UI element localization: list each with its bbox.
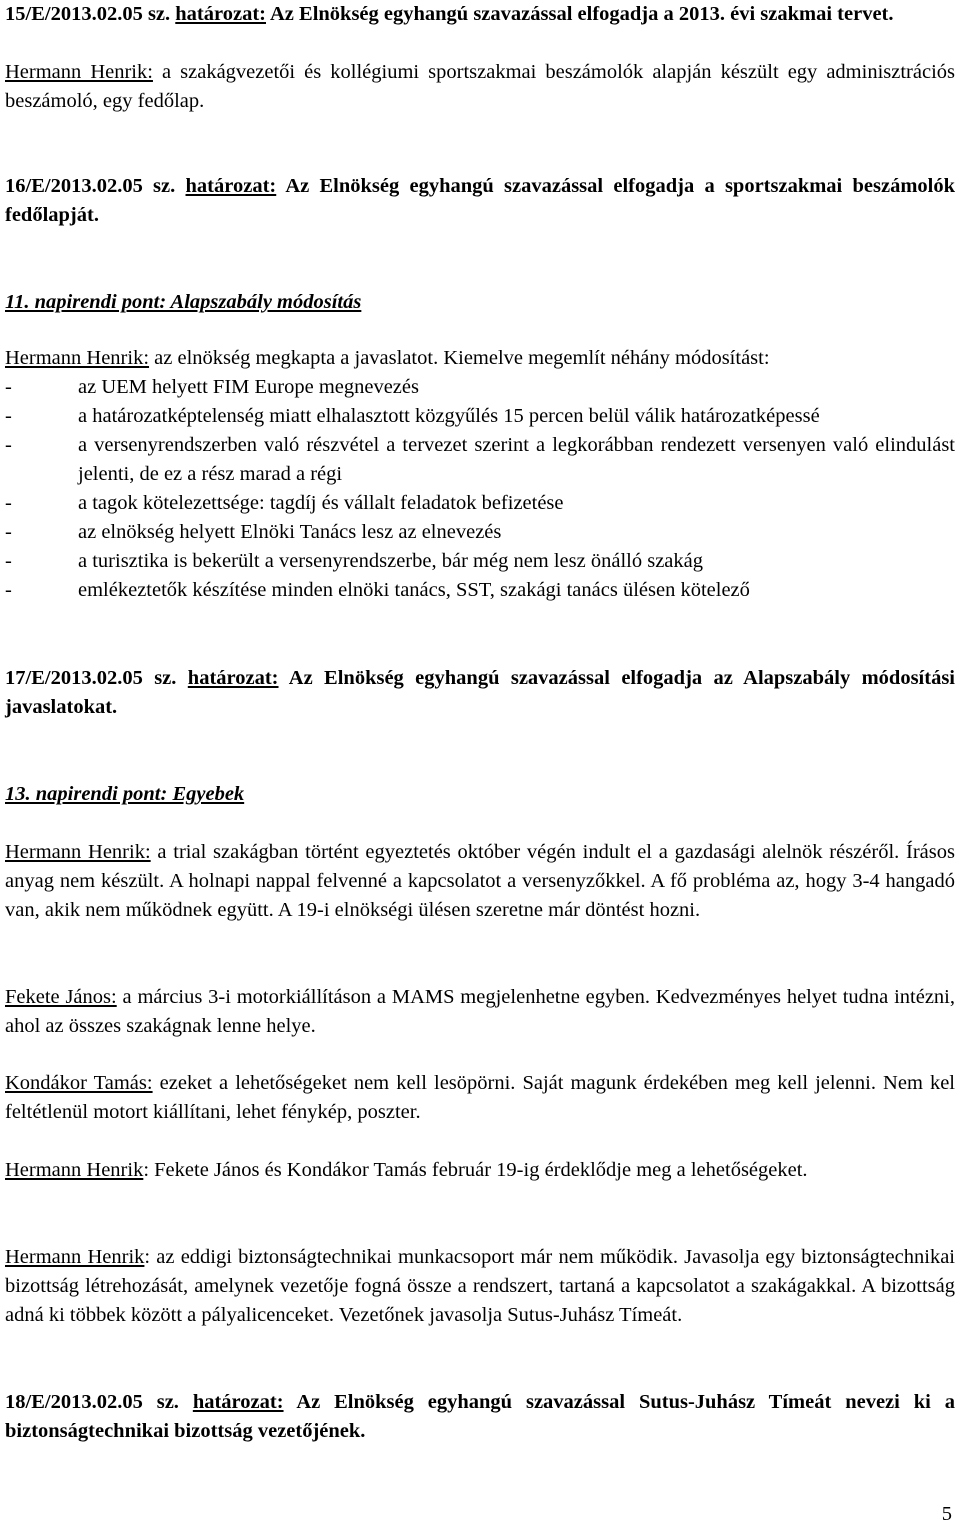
- resolution-text: Az Elnökség egyhangú szavazással elfogadja a 2013. évi szakmai tervet.: [266, 3, 894, 25]
- list-item: - az elnökség helyett Elnöki Tanács lesz az elnevezés: [5, 518, 955, 547]
- list-item: - a tagok kötelezettsége: tagdíj és vállalt feladatok befizetése: [5, 489, 955, 518]
- paragraph-text: a trial szakágban történt egyeztetés október végén indult el a gazdasági alelnök részéről. Írásos anyag nem készült. A holnapi nappal felvenné a kapcsolatot a versenyzőkkel. A fő probléma az, hogy 3-4 hangadó van, akik nem működnek együtt. A 19-i elnökségi ülésen szeretne már döntést hozni.: [5, 841, 955, 921]
- resolution-text: Az Elnökség egyhangú szavazással elfogadja az Alapszabály módosítási javaslatokat.: [5, 667, 955, 718]
- list-item: - a turisztika is bekerült a versenyrendszerbe, bár még nem lesz önálló szakág: [5, 547, 955, 576]
- resolution-label: határozat:: [192, 1391, 284, 1413]
- paragraph-kondakor: [5, 1069, 955, 1127]
- speaker-name: Hermann Henrik:: [5, 841, 151, 863]
- list-item: - a határozatképtelenség miatt elhalasztott közgyűlés 15 percen belül válik határozatképessé: [5, 402, 955, 431]
- agenda-heading-11: [5, 288, 955, 317]
- section-heading: 11. napirendi pont: Alapszabály módosítás: [5, 291, 362, 313]
- resolution-15: [5, 0, 955, 29]
- speaker-name: Fekete János:: [5, 986, 117, 1008]
- paragraph-hermann-1: [5, 58, 955, 116]
- paragraph-hermann-3: [5, 838, 955, 925]
- paragraph-text: a március 3-i motorkiállításon a MAMS megjelenhetne egyben. Kedvezményes helyet tudna intézni, ahol az összes szakágnak lenne helye.: [5, 986, 955, 1037]
- resolution-text: Az Elnökség egyhangú szavazással Sutus-Juhász Tímeát nevezi ki a biztonságtechnikai bizottság vezetőjének.: [5, 1391, 955, 1442]
- speaker-name: Hermann Henrik:: [5, 61, 153, 83]
- resolution-text: Az Elnökség egyhangú szavazással elfogadja a sportszakmai beszámolók fedőlapját.: [5, 175, 955, 226]
- resolution-18: [5, 1388, 955, 1446]
- resolution-ref: 18/E/2013.02.05 sz.: [5, 1391, 179, 1413]
- list-item: - emlékeztetők készítése minden elnöki tanács, SST, szakági tanács ülésen kötelező: [5, 576, 955, 605]
- resolution-label: határozat:: [185, 175, 277, 197]
- resolution-17: [5, 664, 955, 722]
- paragraph-hermann-2: [5, 344, 955, 373]
- list-item: - a versenyrendszerben való részvétel a tervezet szerint a legkorábban rendezett versenyen való elindulást jelenti, de ez a rész marad a régi: [5, 431, 955, 489]
- speaker-name: Hermann Henrik:: [5, 347, 150, 369]
- resolution-label: határozat:: [175, 3, 266, 25]
- amendment-block: [5, 344, 955, 605]
- paragraph-fekete: [5, 983, 955, 1041]
- speaker-name: Kondákor Tamás:: [5, 1072, 153, 1094]
- paragraph-text: az elnökség megkapta a javaslatot. Kiemelve megemlít néhány módosítást:: [149, 347, 770, 369]
- amendment-list: [5, 373, 955, 605]
- resolution-ref: 15/E/2013.02.05 sz.: [5, 3, 171, 25]
- section-heading: 13. napirendi pont: Egyebek: [5, 783, 245, 805]
- paragraph-text: a szakágvezetői és kollégiumi sportszakmai beszámolók alapján készült egy adminisztrációs beszámoló, egy fedőlap.: [5, 61, 955, 112]
- paragraph-text: : Fekete János és Kondákor Tamás február 19-ig érdeklődje meg a lehetőségeket.: [143, 1159, 808, 1181]
- resolution-ref: 17/E/2013.02.05 sz.: [5, 667, 177, 689]
- paragraph-text: : az eddigi biztonságtechnikai munkacsoport már nem működik. Javasolja egy biztonságtechnikai bizottság létrehozását, amelynek vezetője fogná össze a rendszert, tartaná a kapcsolatot a szakágakkal. A bizottság adná ki többek között a pályalicenceket. Vezetőnek javasolja Sutus-Juhász Tímeát.: [5, 1246, 955, 1326]
- resolution-label: határozat:: [187, 667, 279, 689]
- resolution-16: [5, 172, 955, 230]
- speaker-name: Hermann Henrik: [5, 1246, 145, 1268]
- speaker-name: Hermann Henrik: [5, 1159, 144, 1181]
- list-item: - az UEM helyett FIM Europe megnevezés: [5, 373, 955, 402]
- page-number: 5: [941, 1503, 952, 1525]
- paragraph-hermann-4: [5, 1156, 955, 1185]
- paragraph-hermann-5: [5, 1243, 955, 1330]
- paragraph-text: ezeket a lehetőségeket nem kell lesöpörni. Saját magunk érdekében meg kell jelenni. Nem kel feltétlenül motort kiállítani, lehet fénykép, poszter.: [5, 1072, 956, 1123]
- resolution-ref: 16/E/2013.02.05 sz.: [5, 175, 176, 197]
- agenda-heading-13: [5, 780, 955, 809]
